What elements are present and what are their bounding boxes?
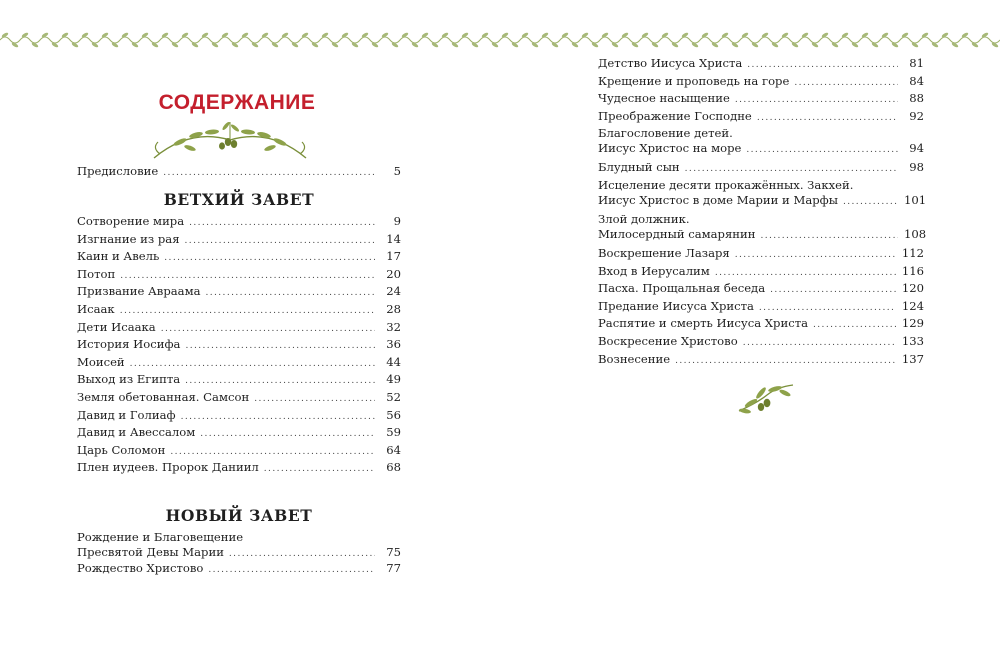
dot-leader xyxy=(794,73,898,90)
new-testament-heading: НОВЫЙ ЗАВЕТ xyxy=(165,506,313,525)
right-page xyxy=(598,0,927,662)
toc-entry[interactable] xyxy=(598,298,924,315)
dot-leader xyxy=(185,336,375,353)
toc-entry-page: 5 xyxy=(393,164,401,178)
toc-entry-page: 133 xyxy=(901,334,924,348)
toc-entry-title-line2: Пресвятой Девы Марии xyxy=(77,545,224,559)
toc-entry[interactable] xyxy=(598,178,927,208)
dot-leader xyxy=(163,163,375,180)
toc-entry-title: Вход в Иерусалим xyxy=(598,263,710,278)
old-testament-heading: ВЕТХИЙ ЗАВЕТ xyxy=(163,190,315,209)
toc-entry-title: Воскрешение Лазаря xyxy=(598,246,730,260)
toc-entry-title: Сотворение мира xyxy=(77,214,185,228)
olive-sprig-icon xyxy=(737,381,795,415)
toc-entry[interactable] xyxy=(598,55,924,72)
toc-entry[interactable] xyxy=(77,407,401,424)
toc-entry-page: 32 xyxy=(386,319,401,334)
toc-entry[interactable] xyxy=(598,351,924,368)
toc-entry-title: Царь Соломон xyxy=(77,442,166,457)
toc-entry-title: Преображение Господне xyxy=(598,108,752,123)
toc-entry-page: 81 xyxy=(909,56,924,70)
toc-entry-page: 94 xyxy=(909,141,924,156)
toc-entry-page: 112 xyxy=(901,246,924,260)
toc-entry-title: Земля обетованная. Самсон xyxy=(77,390,250,404)
dot-leader xyxy=(675,351,896,368)
toc-entry[interactable] xyxy=(77,283,401,300)
dot-leader xyxy=(715,263,896,280)
toc-entry-preface[interactable] xyxy=(77,163,401,180)
toc-entry-page: 68 xyxy=(386,460,401,475)
toc-entry-page: 92 xyxy=(909,108,924,123)
toc-entry-title-line1: Злой должник. xyxy=(598,212,690,226)
toc-entry-title: Призвание Авраама xyxy=(77,284,201,299)
toc-entry[interactable] xyxy=(77,301,401,318)
toc-entry-page: 129 xyxy=(901,316,924,331)
dot-leader xyxy=(229,545,375,560)
toc-entry-page: 75 xyxy=(386,545,401,559)
toc-entry-title-line1: Благословение детей. xyxy=(598,126,733,141)
toc-entry[interactable] xyxy=(598,159,924,176)
dot-leader xyxy=(264,459,375,476)
page-title: СОДЕРЖАНИЕ xyxy=(158,91,316,114)
dot-leader xyxy=(120,301,375,318)
dot-leader xyxy=(206,283,375,300)
dot-leader xyxy=(757,108,898,125)
dot-leader xyxy=(746,141,898,156)
toc-entry-title: Давид и Авессалом xyxy=(77,425,196,440)
dot-leader xyxy=(185,231,375,248)
toc-entry-page: 17 xyxy=(386,249,401,264)
dot-leader xyxy=(759,298,896,315)
toc-entry-title: История Иосифа xyxy=(77,337,181,352)
toc-entry-page: 9 xyxy=(393,214,401,228)
olive-branch-ornament-icon xyxy=(150,118,310,164)
toc-entry-title: Каин и Авель xyxy=(77,249,160,264)
toc-entry[interactable] xyxy=(77,319,401,336)
toc-entry-page: 101 xyxy=(904,193,927,207)
toc-entry-title: Давид и Голиаф xyxy=(77,407,176,422)
toc-entry[interactable] xyxy=(77,213,401,230)
dot-leader xyxy=(813,315,896,332)
toc-entry[interactable] xyxy=(598,73,924,90)
toc-entry-title: Крещение и проповедь на горе xyxy=(598,73,790,88)
toc-entry[interactable] xyxy=(598,90,924,107)
dot-leader xyxy=(747,55,898,72)
toc-entry[interactable] xyxy=(598,263,924,280)
toc-entry-title-line1: Исцеление десяти прокажённых. Закхей. xyxy=(598,178,854,192)
toc-entry-title: Моисей xyxy=(77,354,125,369)
dot-leader xyxy=(185,371,375,388)
toc-entry-page: 84 xyxy=(909,73,924,88)
toc-entry[interactable] xyxy=(77,371,401,388)
toc-entry-title: Вознесение xyxy=(598,351,671,366)
toc-entry[interactable] xyxy=(77,336,401,353)
toc-entry-title: Плен иудеев. Пророк Даниил xyxy=(77,460,259,475)
toc-entry[interactable] xyxy=(77,459,401,476)
toc-entry-title: Блудный сын xyxy=(598,160,680,175)
toc-entry[interactable] xyxy=(598,315,924,332)
toc-entry-title: Чудесное насыщение xyxy=(598,91,730,106)
toc-entry-title: Распятие и смерть Иисуса Христа xyxy=(598,316,809,331)
toc-entry-title-line1: Рождение и Благовещение xyxy=(77,530,244,544)
toc-entry-page: 56 xyxy=(386,407,401,422)
toc-entry[interactable] xyxy=(77,442,401,459)
toc-entry-page: 44 xyxy=(386,354,401,369)
dot-leader xyxy=(164,248,375,265)
toc-entry-page: 88 xyxy=(909,91,924,106)
toc-entry[interactable] xyxy=(77,266,401,283)
toc-entry-page: 28 xyxy=(386,302,401,316)
toc-entry-title: Дети Исаака xyxy=(77,319,156,334)
toc-entry[interactable] xyxy=(598,333,924,350)
toc-entry-title-line2: Милосердный самарянин xyxy=(598,227,756,241)
toc-entry-page: 49 xyxy=(386,372,401,387)
toc-entry[interactable] xyxy=(598,280,924,297)
dot-leader xyxy=(200,424,375,441)
toc-entry-title: Выход из Египта xyxy=(77,372,181,387)
left-page xyxy=(77,0,401,662)
toc-entry-title: Рождество Христово xyxy=(77,561,204,575)
dot-leader xyxy=(685,159,898,176)
dot-leader xyxy=(189,213,375,230)
dot-leader xyxy=(170,442,375,459)
toc-entry-annunciation[interactable] xyxy=(77,530,401,560)
dot-leader xyxy=(120,266,375,283)
dot-leader xyxy=(161,319,375,336)
dot-leader xyxy=(760,227,898,242)
dot-leader xyxy=(130,354,375,371)
toc-entry-page: 14 xyxy=(386,231,401,246)
toc-entry-page: 108 xyxy=(904,227,927,241)
toc-entry-title-line2: Иисус Христос на море xyxy=(598,141,742,156)
toc-entry-page: 77 xyxy=(386,561,401,575)
toc-entry-page: 124 xyxy=(901,298,924,313)
toc-entry-page: 116 xyxy=(901,263,924,278)
toc-entry[interactable] xyxy=(77,248,401,265)
dot-leader xyxy=(254,389,375,406)
toc-entry-title: Детство Иисуса Христа xyxy=(598,56,743,70)
dot-leader xyxy=(181,407,375,424)
toc-entry[interactable] xyxy=(77,231,401,248)
toc-entry-title: Потоп xyxy=(77,266,116,281)
toc-entry-page: 120 xyxy=(901,281,924,296)
toc-entry-title: Предисловие xyxy=(77,164,159,178)
toc-entry-page: 36 xyxy=(386,337,401,352)
dot-leader xyxy=(770,280,896,297)
toc-entry[interactable] xyxy=(77,389,401,406)
toc-entry-title: Пасха. Прощальная беседа xyxy=(598,281,766,296)
toc-entry-title: Предание Иисуса Христа xyxy=(598,298,754,313)
toc-entry-page: 59 xyxy=(386,425,401,440)
toc-entry-title: Исаак xyxy=(77,302,115,316)
toc-entry[interactable] xyxy=(598,245,924,262)
toc-entry[interactable] xyxy=(77,424,401,441)
toc-entry-page: 98 xyxy=(909,160,924,175)
toc-entry[interactable] xyxy=(598,108,924,125)
dot-leader xyxy=(208,560,375,577)
dot-leader xyxy=(735,245,896,262)
dot-leader xyxy=(843,193,898,208)
dot-leader xyxy=(735,90,898,107)
toc-entry-page: 24 xyxy=(386,284,401,299)
toc-entry-nativity[interactable] xyxy=(77,560,401,577)
toc-entry-page: 137 xyxy=(901,351,924,366)
toc-entry-title: Изгнание из рая xyxy=(77,231,180,246)
toc-entry-page: 20 xyxy=(386,266,401,281)
toc-entry[interactable] xyxy=(598,126,924,156)
toc-entry[interactable] xyxy=(598,212,927,242)
toc-entry-title: Воскресение Христово xyxy=(598,334,738,348)
toc-entry[interactable] xyxy=(77,354,401,371)
toc-entry-title-line2: Иисус Христос в доме Марии и Марфы xyxy=(598,193,838,207)
toc-entry-page: 64 xyxy=(386,442,401,457)
dot-leader xyxy=(743,333,896,350)
toc-entry-page: 52 xyxy=(386,390,401,404)
